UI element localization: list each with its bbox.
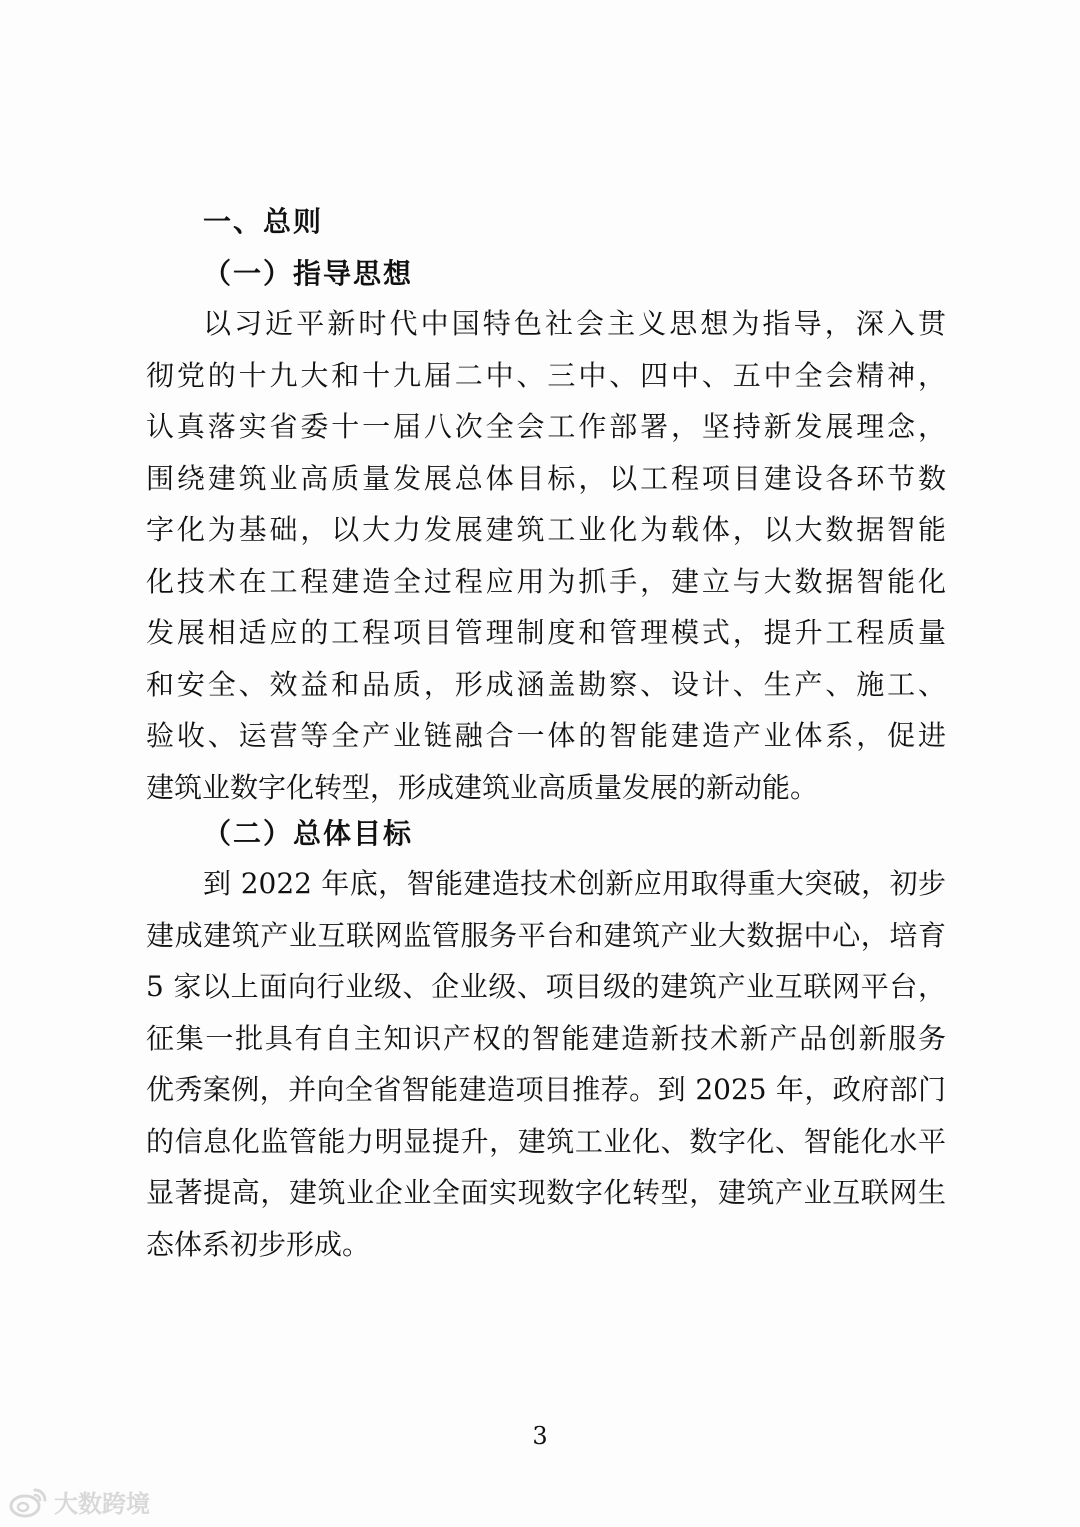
watermark bbox=[8, 1484, 150, 1519]
paragraph-line: 5 家以上面向行业级、企业级、项目级的建筑产业互联网平台， bbox=[146, 970, 946, 1003]
paragraph-line: 围绕建筑业高质量发展总体目标，以工程项目建设各环节数 bbox=[146, 461, 946, 495]
subsection-heading-guiding: （一）指导思想 bbox=[203, 257, 414, 290]
paragraph-line: 建成建筑产业互联网监管服务平台和建筑产业大数据中心，培育 bbox=[146, 918, 946, 952]
paragraph-line: 建筑业数字化转型，形成建筑业高质量发展的新动能。 bbox=[146, 770, 819, 804]
paragraph-line: 字化为基础，以大力发展建筑工业化为载体，以大数据智能 bbox=[146, 513, 946, 546]
page-number: 3 bbox=[532, 1422, 548, 1450]
paragraph-line: 征集一批具有自主知识产权的智能建造新技术新产品创新服务 bbox=[146, 1021, 946, 1055]
paragraph-line: 发展相适应的工程项目管理制度和管理模式，提升工程质量 bbox=[146, 616, 946, 649]
watermark-text: 大数跨境 bbox=[54, 1490, 150, 1518]
paragraph-line: 验收、运营等全产业链融合一体的智能建造产业体系，促进 bbox=[146, 719, 946, 752]
paragraph-line: 显著提高，建筑业企业全面实现数字化转型，建筑产业互联网生 bbox=[146, 1176, 946, 1209]
paragraph-line: 态体系初步形成。 bbox=[146, 1227, 371, 1261]
section-heading: 一、总则 bbox=[203, 205, 324, 238]
paragraph-line: 化技术在工程建造全过程应用为抓手，建立与大数据智能化 bbox=[146, 564, 946, 598]
paragraph-line: 彻党的十九大和十九届二中、三中、四中、五中全会精神， bbox=[146, 358, 946, 392]
goals-paragraph bbox=[146, 858, 946, 1270]
weibo-logo-icon bbox=[8, 1486, 48, 1518]
paragraph-line: 的信息化监管能力明显提升，建筑工业化、数字化、智能化水平 bbox=[146, 1124, 946, 1158]
paragraph-line: 认真落实省委十一届八次全会工作部署，坚持新发展理念， bbox=[146, 410, 946, 443]
paragraph-line: 到 2022 年底，智能建造技术创新应用取得重大突破，初步 bbox=[203, 867, 946, 900]
paragraph-line: 和安全、效益和品质，形成涵盖勘察、设计、生产、施工、 bbox=[146, 667, 946, 701]
guiding-paragraph bbox=[146, 298, 946, 813]
paragraph-line: 优秀案例，并向全省智能建造项目推荐。到 2025 年，政府部门 bbox=[146, 1073, 946, 1106]
subsection-heading-goals: （二）总体目标 bbox=[203, 817, 414, 850]
paragraph-line: 以习近平新时代中国特色社会主义思想为指导，深入贯 bbox=[203, 307, 946, 340]
